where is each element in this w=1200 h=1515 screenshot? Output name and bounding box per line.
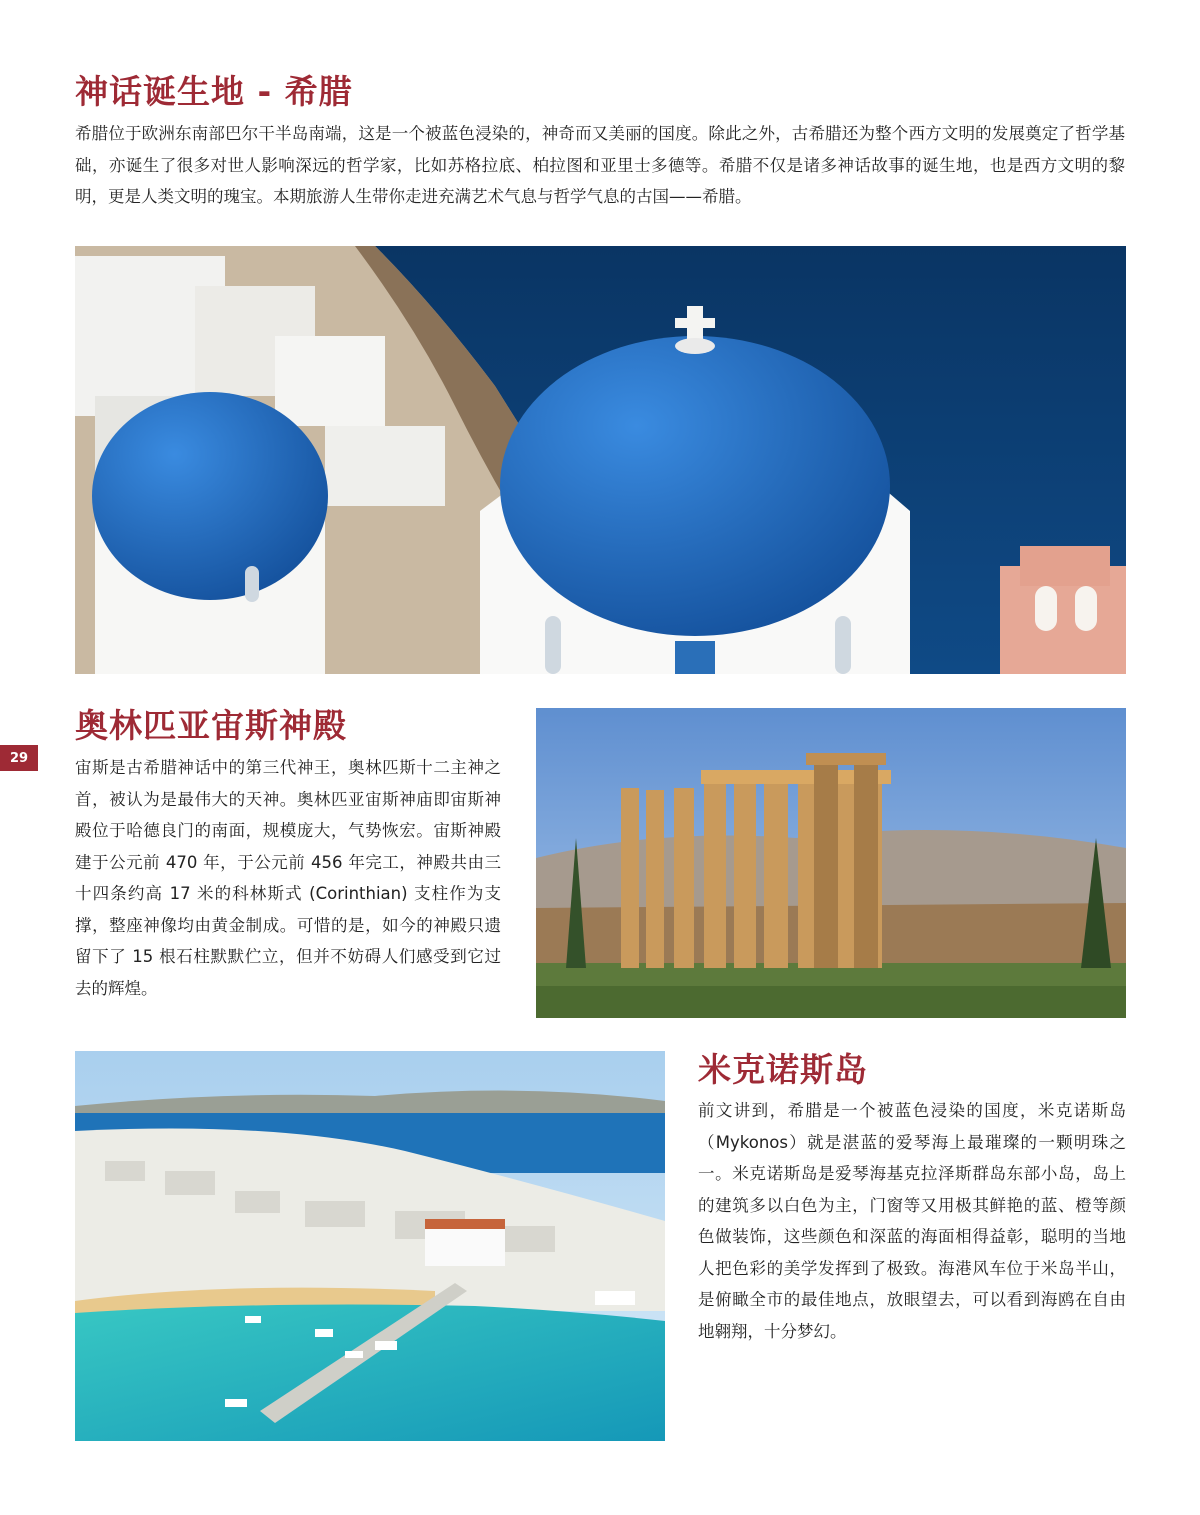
section-body-greece: 希腊位于欧洲东南部巴尔干半岛南端，这是一个被蓝色浸染的，神奇而又美丽的国度。除此之外，古希腊还为整个西方文明的发展奠定了哲学基础，亦诞生了很多对世人影响深远的哲学家，比如苏格拉底、柏拉图和亚里士多德等。希腊不仅是诸多神话故事的诞生地，也是西方文明的黎明，更是人类文明的瑰宝。本期旅游人生带你走进充满艺术气息与哲学气息的古国——希腊。 bbox=[75, 124, 1125, 206]
page-number-tab: 29 bbox=[0, 745, 38, 771]
santorini-photo bbox=[75, 246, 1126, 674]
zeus-temple-photo bbox=[536, 708, 1126, 1018]
section-title-greece: 神话诞生地 - 希腊 bbox=[75, 72, 353, 111]
section-body-zeus-temple: 宙斯是古希腊神话中的第三代神王，奥林匹斯十二主神之首，被认为是最伟大的天神。奥林匹亚宙斯神庙即宙斯神殿位于哈德良门的南面，规模庞大，气势恢宏。宙斯神殿建于公元前 470 年，于公元前 456 年完工，神殿共由三十四条约高 17 米的科林斯式 (Corinthian) 支柱作为支撑，整座神像均由黄金制成。可惜的是，如今的神殿只遗留下了 15 根石柱默默伫立，但并不妨碍人们感受到它过去的辉煌。 bbox=[75, 758, 501, 998]
section-body-mykonos: 前文讲到，希腊是一个被蓝色浸染的国度，米克诺斯岛（Mykonos）就是湛蓝的爱琴海上最璀璨的一颗明珠之一。米克诺斯岛是爱琴海基克拉泽斯群岛东部小岛，岛上的建筑多以白色为主，门窗等又用极其鲜艳的蓝、橙等颜色做装饰，这些颜色和深蓝的海面相得益彰，聪明的当地人把色彩的美学发挥到了极致。海港风车位于米岛半山，是俯瞰全市的最佳地点，放眼望去，可以看到海鸥在自由地翱翔，十分梦幻。 bbox=[698, 1101, 1126, 1341]
mykonos-photo bbox=[75, 1051, 665, 1441]
section-title-mykonos: 米克诺斯岛 bbox=[698, 1050, 868, 1089]
section-title-zeus-temple: 奥林匹亚宙斯神殿 bbox=[75, 706, 347, 745]
